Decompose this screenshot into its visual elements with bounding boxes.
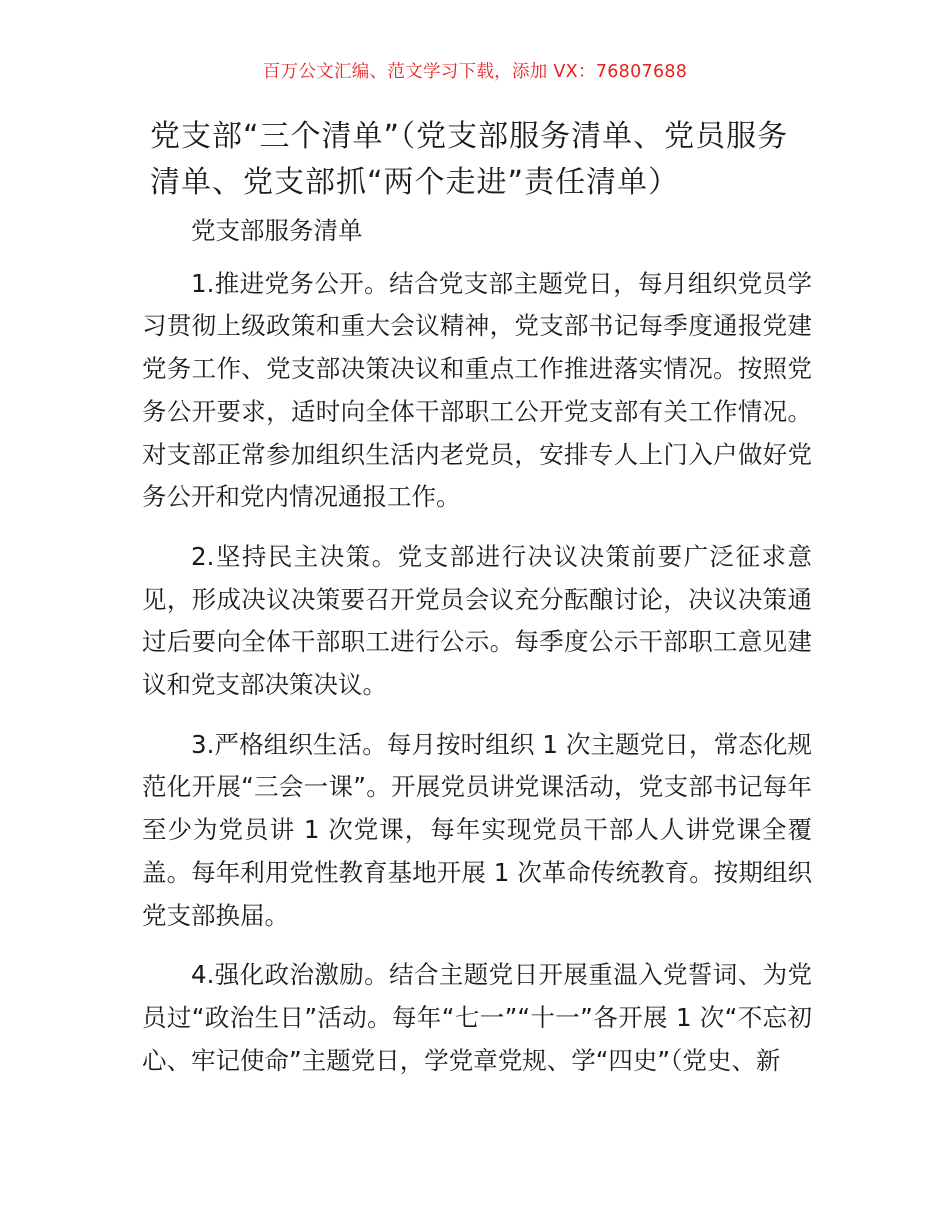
paragraph: 2.坚持民主决策。党支部进行决议决策前要广泛征求意见，形成决议决策要召开党员会议充分酝酿讨论，决议决策通过后要向全体干部职工进行公示。每季度公示干部职工意见建议和党支部决策决议。 bbox=[142, 541, 812, 700]
watermark-banner: 百万公文汇编、范文学习下载，添加 VX：76807688 bbox=[262, 62, 688, 82]
paragraph: 3.严格组织生活。每月按时组织 1 次主题党日，常态化规范化开展“三会一课”。开展党员讲党课活动，党支部书记每年至少为党员讲 1 次党课，每年实现党员干部人人讲党课全覆盖。每年利用党性教育基地开展 1 次革命传统教育。按期组织党支部换届。 bbox=[142, 729, 812, 930]
document-body bbox=[142, 210, 812, 1099]
paragraph: 1.推进党务公开。结合党支部主题党日，每月组织党员学习贯彻上级政策和重大会议精神，党支部书记每季度通报党建党务工作、党支部决策决议和重点工作推进落实情况。按照党务公开要求，适时向全体干部职工公开党支部有关工作情况。对支部正常参加组织生活内老党员，安排专人上门入户做好党务公开和党内情况通报工作。 bbox=[142, 268, 812, 512]
document-title: 党支部“三个清单”（党支部服务清单、党员服务清单、党支部抓“两个走进”责任清单） bbox=[150, 119, 789, 200]
paragraph: 4.强化政治激励。结合主题党日开展重温入党誓词、为党员过“政治生日”活动。每年“七一”“十一”各开展 1 次“不忘初心、牢记使命”主题党日，学党章党规、学“四史”（党史、新 bbox=[142, 960, 812, 1075]
section-heading: 党支部服务清单 bbox=[191, 216, 363, 245]
